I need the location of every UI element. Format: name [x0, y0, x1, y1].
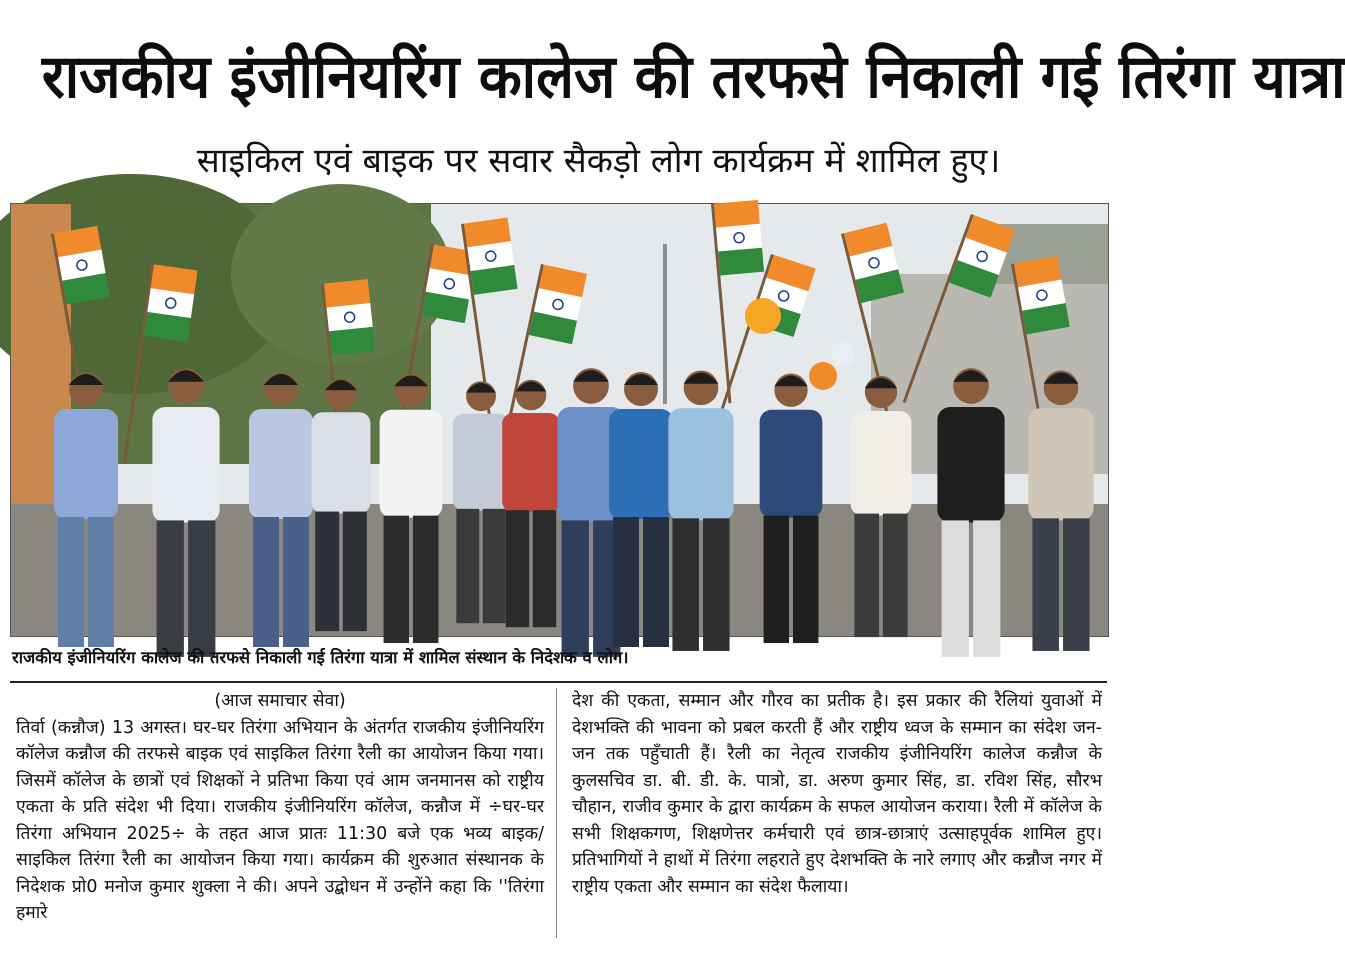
column-divider: [556, 688, 557, 938]
subheadline: साइकिल एवं बाइक पर सवार सैकड़ो लोग कार्यक्रम में शामिल हुए।: [196, 141, 1001, 181]
article-text-right: देश की एकता, सम्मान और गौरव का प्रतीक है। इस प्रकार की रैलियां युवाओं में देशभक्ति की भावना को प्रबल करती हैं और राष्ट्रीय ध्वज के सम्मान का संदेश जन-जन तक पहुँचाती हैं। रैली का नेतृत्व राजकीय इंजीनियरिंग कालेज कन्नौज के कुलसचिव डा. बी. डी. के. पात्रो, डा. अरुण कुमार सिंह, डा. रविश सिंह, सौरभ चौहान, राजीव कुमार के द्वारा कार्यक्रम के सफल आयोजन कराया। रैली में कॉलेज के सभी शिक्षकगण, शिक्षणेत्तर कर्मचारी एवं छात्र-छात्राएं उत्साहपूर्वक शामिल हुए। प्रतिभागियों ने हाथों में तिरंगा लहराते हुए देशभक्ति के नारे लगाए और कन्नौज नगर में राष्ट्रीय एकता और सम्मान का संदेश फैलाया।: [572, 691, 1102, 897]
headline: राजकीय इंजीनियरिंग कालेज की तरफसे निकाली गई तिरंगा यात्रा: [41, 42, 1345, 112]
news-photo: [10, 203, 1109, 637]
article-text-left: तिर्वा (कन्नौज) 13 अगस्त। घर-घर तिरंगा अभियान के अंतर्गत राजकीय इंजीनियरिंग कॉलेज कन्नौज की तरफसे बाइक एवं साइकिल तिरंगा रैली का आयोजन किया गया। जिसमें कॉलेज के छात्रों एवं शिक्षकों ने प्रतिभा किया एवं आम जनमानस को राष्ट्रीय एकता के प्रति संदेश भी दिया। राजकीय इंजीनियरिंग कॉलेज, कन्नौज में ÷घर-घर तिरंगा अभियान 2025÷ के तहत आज प्रातः 11:30 बजे एक भव्य बाइक/साइकिल तिरंगा रैली का आयोजन किया गया। कार्यक्रम की शुरुआत संस्थानक के निदेशक प्रो0 मनोज कुमार शुक्ला ने की। अपने उद्बोधन में उन्होंने कहा कि ''तिरंगा हमारे: [16, 717, 544, 923]
article-column-left: [16, 688, 544, 927]
article-byline: (आज समाचार सेवा): [214, 691, 346, 711]
article-column-right: [572, 688, 1102, 900]
photo-caption: राजकीय इंजीनियरिंग कालेज की तरफसे निकाली गई तिरंगा यात्रा में शामिल संस्थान के निदेशक व लोग।: [12, 648, 629, 667]
section-rule: [10, 681, 1107, 683]
